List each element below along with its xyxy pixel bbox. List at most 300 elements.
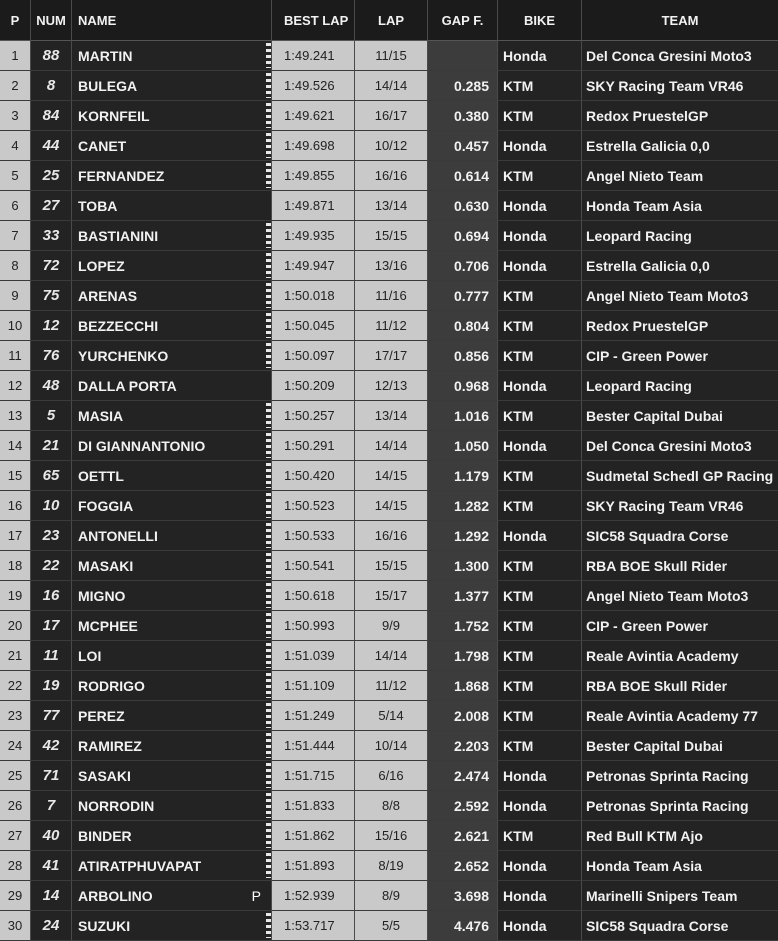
team-name xyxy=(582,551,778,581)
rider-number-text: 14 xyxy=(42,887,60,904)
rider-position-text: 12 xyxy=(7,378,23,393)
rider-number xyxy=(31,701,72,731)
lap-count-text: 13/14 xyxy=(374,408,408,423)
rider-number xyxy=(31,341,72,371)
gap-to-first xyxy=(428,671,498,701)
rider-name-text: RODRIGO xyxy=(78,677,145,694)
bike-make-text: Honda xyxy=(503,797,547,814)
rider-number-text: 77 xyxy=(42,707,60,724)
gap-to-first-text: 0.856 xyxy=(453,347,489,364)
bike-make xyxy=(498,881,582,911)
rider-name xyxy=(72,881,272,911)
rider-name-text: SASAKI xyxy=(78,767,131,784)
lap-count xyxy=(355,341,428,371)
table-row[interactable] xyxy=(0,191,778,221)
bike-make-text: Honda xyxy=(503,137,547,154)
lap-count xyxy=(355,431,428,461)
lap-count xyxy=(355,761,428,791)
gap-to-first xyxy=(428,581,498,611)
checkered-flag-icon xyxy=(266,553,271,578)
team-name xyxy=(582,131,778,161)
gap-to-first-text: 0.380 xyxy=(453,107,489,124)
best-lap-time xyxy=(272,851,355,881)
header-gap[interactable]: GAP F. xyxy=(428,0,498,41)
best-lap-time xyxy=(272,461,355,491)
table-row[interactable] xyxy=(0,911,778,941)
gap-to-first xyxy=(428,611,498,641)
bike-make xyxy=(498,761,582,791)
team-name-text: Estrella Galicia 0,0 xyxy=(586,257,710,274)
bike-make-text: KTM xyxy=(503,737,534,754)
table-row[interactable] xyxy=(0,761,778,791)
best-lap-time-text: 1:51.249 xyxy=(284,708,335,723)
gap-to-first-text: 2.008 xyxy=(453,707,489,724)
gap-to-first-text: 0.630 xyxy=(453,197,489,214)
table-row[interactable] xyxy=(0,131,778,161)
rider-position xyxy=(0,131,31,161)
team-name-text: SIC58 Squadra Corse xyxy=(586,527,729,544)
rider-number-text: 16 xyxy=(42,587,60,604)
rider-position-text: 3 xyxy=(11,108,19,123)
rider-name xyxy=(72,341,272,371)
rider-position xyxy=(0,731,31,761)
bike-make xyxy=(498,851,582,881)
rider-name xyxy=(72,611,272,641)
team-name-text: Reale Avintia Academy 77 xyxy=(586,707,758,724)
rider-number-text: 17 xyxy=(42,617,60,634)
lap-count xyxy=(355,881,428,911)
bike-make-text: Honda xyxy=(503,917,547,934)
checkered-flag-icon xyxy=(266,133,271,158)
lap-count xyxy=(355,221,428,251)
lap-count-text: 14/15 xyxy=(374,498,408,513)
best-lap-time xyxy=(272,101,355,131)
table-row[interactable] xyxy=(0,71,778,101)
rider-position-text: 13 xyxy=(7,408,23,423)
lap-count xyxy=(355,671,428,701)
best-lap-time xyxy=(272,671,355,701)
rider-name-text: ARENAS xyxy=(78,287,138,304)
rider-number xyxy=(31,611,72,641)
rider-number-text: 42 xyxy=(42,737,60,754)
rider-name xyxy=(72,731,272,761)
rider-number xyxy=(31,791,72,821)
bike-make-text: KTM xyxy=(503,77,534,94)
rider-number xyxy=(31,71,72,101)
rider-name-text: DI GIANNANTONIO xyxy=(78,437,206,454)
bike-make-text: KTM xyxy=(503,287,534,304)
team-name xyxy=(582,71,778,101)
rider-number-text: 23 xyxy=(42,527,60,544)
team-name-text: Angel Nieto Team xyxy=(586,167,704,184)
rider-name xyxy=(72,701,272,731)
best-lap-time-text: 1:51.862 xyxy=(284,828,335,843)
best-lap-time-text: 1:52.939 xyxy=(284,888,335,903)
bike-make-text: Honda xyxy=(503,47,547,64)
gap-to-first-text: 1.300 xyxy=(453,557,489,574)
team-name-text: Estrella Galicia 0,0 xyxy=(586,137,710,154)
team-name-text: SKY Racing Team VR46 xyxy=(586,497,744,514)
rider-name-text: DALLA PORTA xyxy=(78,377,177,394)
rider-name xyxy=(72,641,272,671)
gap-to-first-text: 1.752 xyxy=(453,617,489,634)
team-name-text: Bester Capital Dubai xyxy=(586,407,723,424)
rider-number-text: 10 xyxy=(42,497,60,514)
checkered-flag-icon xyxy=(266,343,271,368)
lap-count-text: 8/8 xyxy=(381,798,401,813)
table-row[interactable] xyxy=(0,461,778,491)
checkered-flag-icon xyxy=(266,103,271,128)
rider-position-text: 30 xyxy=(7,918,23,933)
team-name-text: Marinelli Snipers Team xyxy=(586,887,738,904)
checkered-flag-icon xyxy=(266,703,271,728)
bike-make-text: KTM xyxy=(503,107,534,124)
rider-position-text: 4 xyxy=(11,138,19,153)
team-name-text: Redox PruestelGP xyxy=(586,107,709,124)
lap-count-text: 10/12 xyxy=(374,138,408,153)
lap-count-text: 16/17 xyxy=(374,108,408,123)
bike-make xyxy=(498,161,582,191)
rider-position-text: 6 xyxy=(11,198,19,213)
rider-number-text: 41 xyxy=(42,857,60,874)
bike-make xyxy=(498,701,582,731)
rider-name xyxy=(72,221,272,251)
rider-position-text: 19 xyxy=(7,588,23,603)
gap-to-first xyxy=(428,41,498,71)
gap-to-first xyxy=(428,911,498,941)
lap-count-text: 15/15 xyxy=(374,558,408,573)
team-name xyxy=(582,671,778,701)
table-row[interactable] xyxy=(0,401,778,431)
checkered-flag-icon xyxy=(266,523,271,548)
bike-make-text: Honda xyxy=(503,257,547,274)
checkered-flag-icon xyxy=(266,463,271,488)
table-row[interactable] xyxy=(0,281,778,311)
rider-name-text: BASTIANINI xyxy=(78,227,159,244)
gap-to-first-text: 1.798 xyxy=(453,647,489,664)
gap-to-first xyxy=(428,371,498,401)
checkered-flag-icon xyxy=(266,583,271,608)
best-lap-time xyxy=(272,881,355,911)
gap-to-first-text: 1.868 xyxy=(453,677,489,694)
team-name-text: Honda Team Asia xyxy=(586,197,702,214)
rider-number xyxy=(31,731,72,761)
gap-to-first xyxy=(428,431,498,461)
bike-make-text: KTM xyxy=(503,707,534,724)
rider-position xyxy=(0,161,31,191)
gap-to-first xyxy=(428,761,498,791)
bike-make-text: Honda xyxy=(503,857,547,874)
checkered-flag-icon xyxy=(266,403,271,428)
best-lap-time-text: 1:49.947 xyxy=(284,258,335,273)
gap-to-first-text: 0.804 xyxy=(453,317,489,334)
rider-name-text: FOGGIA xyxy=(78,497,134,514)
table-row[interactable] xyxy=(0,431,778,461)
checkered-flag-icon xyxy=(266,853,271,878)
team-name xyxy=(582,281,778,311)
best-lap-time xyxy=(272,731,355,761)
team-name xyxy=(582,101,778,131)
header-lap[interactable]: LAP xyxy=(355,0,428,41)
table-row[interactable] xyxy=(0,251,778,281)
rider-number-text: 48 xyxy=(42,377,60,394)
lap-count-text: 11/16 xyxy=(375,288,407,303)
header-best-lap[interactable]: BEST LAP xyxy=(272,0,355,41)
table-row[interactable] xyxy=(0,311,778,341)
rider-position-text: 26 xyxy=(7,798,23,813)
table-row[interactable] xyxy=(0,791,778,821)
lap-count-text: 16/16 xyxy=(374,168,408,183)
team-name xyxy=(582,191,778,221)
rider-number-text: 27 xyxy=(42,197,60,214)
team-name-text: Del Conca Gresini Moto3 xyxy=(586,437,752,454)
rider-number-text: 40 xyxy=(42,827,60,844)
rider-name xyxy=(72,761,272,791)
team-name-text: RBA BOE Skull Rider xyxy=(586,677,728,694)
bike-make-text: KTM xyxy=(503,317,534,334)
table-row[interactable] xyxy=(0,551,778,581)
best-lap-time-text: 1:51.833 xyxy=(284,798,335,813)
team-name-text: CIP - Green Power xyxy=(586,347,708,364)
rider-name xyxy=(72,791,272,821)
lap-count-text: 10/14 xyxy=(374,738,408,753)
best-lap-time-text: 1:51.109 xyxy=(284,678,335,693)
bike-make-text: KTM xyxy=(503,557,534,574)
rider-position xyxy=(0,191,31,221)
rider-number xyxy=(31,821,72,851)
lap-count-text: 5/14 xyxy=(378,708,404,723)
lap-count-text: 15/16 xyxy=(374,828,408,843)
gap-to-first xyxy=(428,491,498,521)
table-row[interactable] xyxy=(0,821,778,851)
best-lap-time-text: 1:50.541 xyxy=(284,558,335,573)
rider-number-text: 5 xyxy=(46,407,56,424)
lap-count-text: 13/16 xyxy=(374,258,408,273)
gap-to-first-text: 0.614 xyxy=(453,167,489,184)
bike-make xyxy=(498,731,582,761)
team-name xyxy=(582,431,778,461)
gap-to-first-text: 1.282 xyxy=(453,497,489,514)
rider-name xyxy=(72,671,272,701)
rider-position xyxy=(0,911,31,941)
rider-position xyxy=(0,881,31,911)
rider-position-text: 9 xyxy=(11,288,19,303)
team-name xyxy=(582,161,778,191)
best-lap-time-text: 1:50.209 xyxy=(284,378,335,393)
bike-make-text: Honda xyxy=(503,887,547,904)
table-row[interactable] xyxy=(0,581,778,611)
gap-to-first xyxy=(428,101,498,131)
table-row[interactable] xyxy=(0,611,778,641)
rider-number xyxy=(31,101,72,131)
rider-name xyxy=(72,461,272,491)
rider-name-text: BULEGA xyxy=(78,77,138,94)
header-num[interactable]: NUM xyxy=(31,0,72,41)
rider-position-text: 22 xyxy=(7,678,23,693)
best-lap-time xyxy=(272,431,355,461)
gap-to-first xyxy=(428,791,498,821)
bike-make xyxy=(498,791,582,821)
team-name xyxy=(582,911,778,941)
rider-number xyxy=(31,551,72,581)
checkered-flag-icon xyxy=(266,673,271,698)
table-row[interactable] xyxy=(0,881,778,911)
lap-count xyxy=(355,701,428,731)
bike-make xyxy=(498,221,582,251)
bike-make xyxy=(498,281,582,311)
gap-to-first-text: 2.592 xyxy=(453,797,489,814)
best-lap-time-text: 1:49.871 xyxy=(284,198,335,213)
best-lap-time xyxy=(272,131,355,161)
table-row[interactable] xyxy=(0,41,778,71)
table-row[interactable] xyxy=(0,161,778,191)
rider-position-text: 18 xyxy=(7,558,23,573)
gap-to-first xyxy=(428,251,498,281)
gap-to-first xyxy=(428,731,498,761)
checkered-flag-icon xyxy=(266,823,271,848)
lap-count xyxy=(355,791,428,821)
team-name-text: RBA BOE Skull Rider xyxy=(586,557,728,574)
best-lap-time-text: 1:51.893 xyxy=(284,858,335,873)
bike-make xyxy=(498,671,582,701)
gap-to-first xyxy=(428,221,498,251)
rider-position xyxy=(0,461,31,491)
team-name xyxy=(582,761,778,791)
header-bike[interactable]: BIKE xyxy=(498,0,582,41)
rider-position-text: 15 xyxy=(7,468,23,483)
rider-number xyxy=(31,461,72,491)
lap-count-text: 14/14 xyxy=(374,438,408,453)
bike-make xyxy=(498,371,582,401)
lap-count xyxy=(355,641,428,671)
team-name-text: Sudmetal Schedl GP Racing xyxy=(586,467,774,484)
gap-to-first xyxy=(428,311,498,341)
rider-position xyxy=(0,311,31,341)
team-name xyxy=(582,461,778,491)
table-row[interactable] xyxy=(0,341,778,371)
rider-name-text: ANTONELLI xyxy=(78,527,158,544)
table-row[interactable] xyxy=(0,521,778,551)
bike-make xyxy=(498,821,582,851)
table-row[interactable] xyxy=(0,101,778,131)
team-name xyxy=(582,791,778,821)
rider-name-text: KORNFEIL xyxy=(78,107,150,124)
team-name-text: SKY Racing Team VR46 xyxy=(586,77,744,94)
lap-count xyxy=(355,821,428,851)
gap-to-first xyxy=(428,191,498,221)
table-row[interactable] xyxy=(0,731,778,761)
best-lap-time-text: 1:49.935 xyxy=(284,228,335,243)
bike-make xyxy=(498,581,582,611)
best-lap-time xyxy=(272,551,355,581)
rider-position-text: 8 xyxy=(11,258,19,273)
best-lap-time-text: 1:50.993 xyxy=(284,618,335,633)
team-name xyxy=(582,41,778,71)
gap-to-first-text: 4.476 xyxy=(453,917,489,934)
rider-name xyxy=(72,431,272,461)
table-row[interactable] xyxy=(0,221,778,251)
rider-name-text: ATIRATPHUVAPAT xyxy=(78,857,202,874)
rider-number-text: 8 xyxy=(46,77,56,94)
bike-make xyxy=(498,41,582,71)
rider-name-text: MIGNO xyxy=(78,587,126,604)
best-lap-time-text: 1:49.855 xyxy=(284,168,335,183)
team-name-text: SIC58 Squadra Corse xyxy=(586,917,729,934)
best-lap-time-text: 1:51.039 xyxy=(284,648,335,663)
rider-position-text: 5 xyxy=(11,168,19,183)
gap-to-first-text: 3.698 xyxy=(453,887,489,904)
gap-to-first-text: 0.706 xyxy=(453,257,489,274)
lap-count xyxy=(355,491,428,521)
gap-to-first xyxy=(428,161,498,191)
rider-position xyxy=(0,491,31,521)
header-name[interactable]: NAME xyxy=(72,0,272,41)
lap-count-text: 5/5 xyxy=(381,918,401,933)
best-lap-time-text: 1:50.533 xyxy=(284,528,335,543)
rider-number xyxy=(31,431,72,461)
bike-make xyxy=(498,611,582,641)
header-pos[interactable]: P xyxy=(0,0,31,41)
table-row[interactable] xyxy=(0,701,778,731)
team-name xyxy=(582,491,778,521)
header-team[interactable]: TEAM xyxy=(582,0,778,41)
bike-make xyxy=(498,191,582,221)
rider-position-text: 23 xyxy=(7,708,23,723)
bike-make-text: Honda xyxy=(503,197,547,214)
lap-count xyxy=(355,371,428,401)
lap-count xyxy=(355,251,428,281)
rider-number-text: 24 xyxy=(42,917,60,934)
lap-count-text: 14/14 xyxy=(374,78,408,93)
rider-position xyxy=(0,41,31,71)
rider-number-text: 76 xyxy=(42,347,60,364)
rider-position-text: 28 xyxy=(7,858,23,873)
rider-number-text: 11 xyxy=(43,647,59,664)
checkered-flag-icon xyxy=(266,253,271,278)
table-row[interactable] xyxy=(0,491,778,521)
checkered-flag-icon xyxy=(266,223,271,248)
lap-count-text: 14/14 xyxy=(374,648,408,663)
rider-position xyxy=(0,101,31,131)
team-name-text: Petronas Sprinta Racing xyxy=(586,797,749,814)
rider-number xyxy=(31,221,72,251)
rider-name-text: PEREZ xyxy=(78,707,125,724)
bike-make-text: KTM xyxy=(503,677,534,694)
rider-number-text: 84 xyxy=(42,107,60,124)
bike-make-text: Honda xyxy=(503,227,547,244)
table-row[interactable] xyxy=(0,371,778,401)
lap-count-text: 15/17 xyxy=(374,588,408,603)
rider-name xyxy=(72,371,272,401)
team-name xyxy=(582,401,778,431)
team-name-text: Angel Nieto Team Moto3 xyxy=(586,287,749,304)
bike-make-text: Honda xyxy=(503,377,547,394)
gap-to-first xyxy=(428,641,498,671)
lap-count-text: 15/15 xyxy=(374,228,408,243)
lap-count xyxy=(355,851,428,881)
lap-count xyxy=(355,461,428,491)
rider-position xyxy=(0,221,31,251)
lap-count xyxy=(355,611,428,641)
rider-name-text: ARBOLINO xyxy=(78,887,153,904)
table-row[interactable] xyxy=(0,641,778,671)
best-lap-time xyxy=(272,491,355,521)
best-lap-time-text: 1:53.717 xyxy=(284,918,335,933)
table-row[interactable] xyxy=(0,851,778,881)
rider-position-text: 17 xyxy=(7,528,23,543)
team-name xyxy=(582,251,778,281)
table-row[interactable] xyxy=(0,671,778,701)
